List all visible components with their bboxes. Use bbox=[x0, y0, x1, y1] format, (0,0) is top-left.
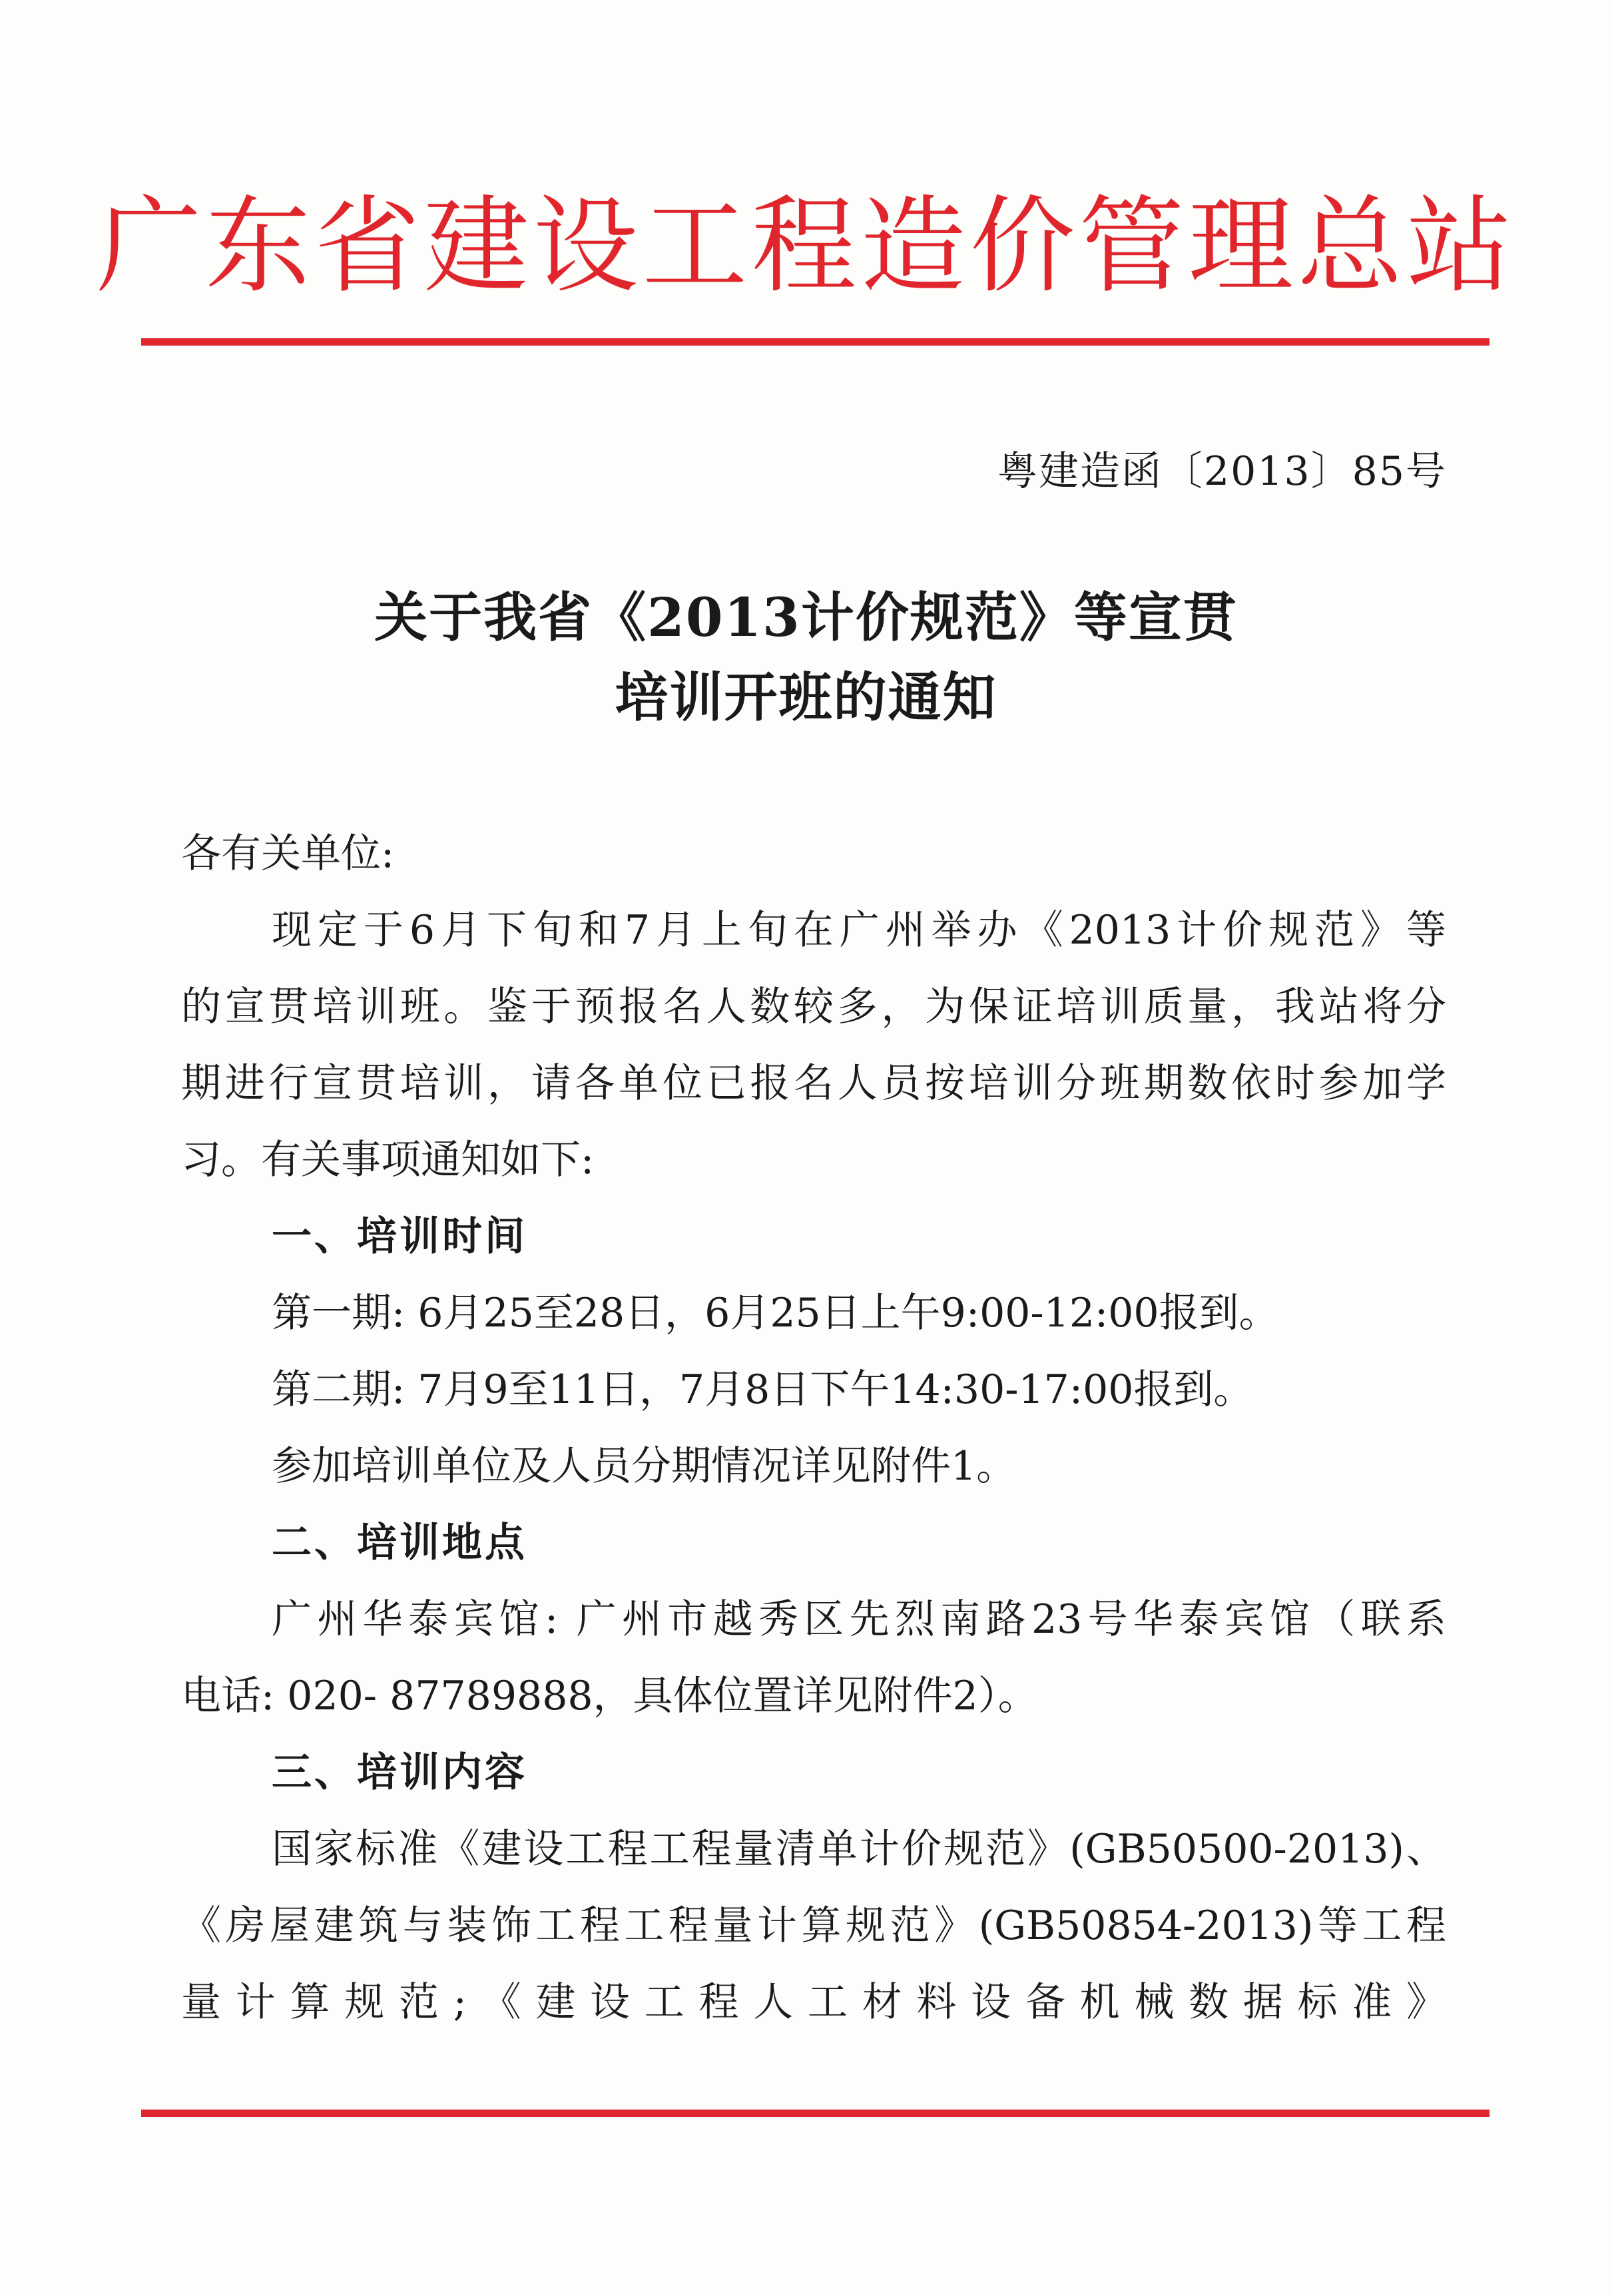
document-number: 粤建造函〔2013〕85号 bbox=[997, 448, 1447, 495]
intro-line: 的宣贯培训班。鉴于预报名人数较多，为保证培训质量，我站将分 bbox=[181, 984, 1446, 1030]
intro-line: 习。有关事项通知如下: bbox=[181, 1137, 595, 1183]
letterhead-org-name: 广东省建设工程造价管理总站 bbox=[96, 185, 1516, 308]
document-title-line-2: 培训开班的通知 bbox=[615, 666, 997, 728]
intro-line: 期进行宣贯培训，请各单位已报名人员按培训分班期数依时参加学 bbox=[181, 1060, 1446, 1107]
letterhead-red-rule bbox=[141, 338, 1489, 346]
salutation: 各有关单位: bbox=[181, 830, 395, 877]
session-line: 参加培训单位及人员分期情况详见附件1。 bbox=[272, 1443, 1017, 1490]
location-line: 电话: 020- 87789888，具体位置详见附件2）。 bbox=[181, 1673, 1038, 1719]
intro-line: 现定于6月下旬和7月上旬在广州举办《2013计价规范》等 bbox=[272, 907, 1446, 954]
location-line: 广州华泰宾馆: 广州市越秀区先烈南路23号华泰宾馆（联系 bbox=[272, 1596, 1446, 1643]
document-title-line-1: 关于我省《2013计价规范》等宣贯 bbox=[374, 586, 1238, 649]
content-line: 国家标准《建设工程工程量清单计价规范》(GB50500-2013)、 bbox=[272, 1826, 1446, 1872]
session-line: 第二期: 7月9至11日，7月8日下午14:30-17:00报到。 bbox=[272, 1366, 1254, 1413]
content-line: 《房屋建筑与装饰工程工程量计算规范》(GB50854-2013)等工程 bbox=[181, 1902, 1446, 1949]
section-heading-training-location: 二、培训地点 bbox=[272, 1520, 527, 1566]
section-heading-training-time: 一、培训时间 bbox=[272, 1213, 527, 1260]
footer-red-rule bbox=[141, 2110, 1489, 2117]
content-line: 量计算规范;《建设工程人工材料设备机械数据标准》 bbox=[181, 1979, 1446, 2026]
session-line: 第一期: 6月25至28日，6月25日上午9:00-12:00报到。 bbox=[272, 1290, 1279, 1336]
section-heading-training-content: 三、培训内容 bbox=[272, 1749, 527, 1796]
document-body bbox=[181, 816, 1446, 2041]
